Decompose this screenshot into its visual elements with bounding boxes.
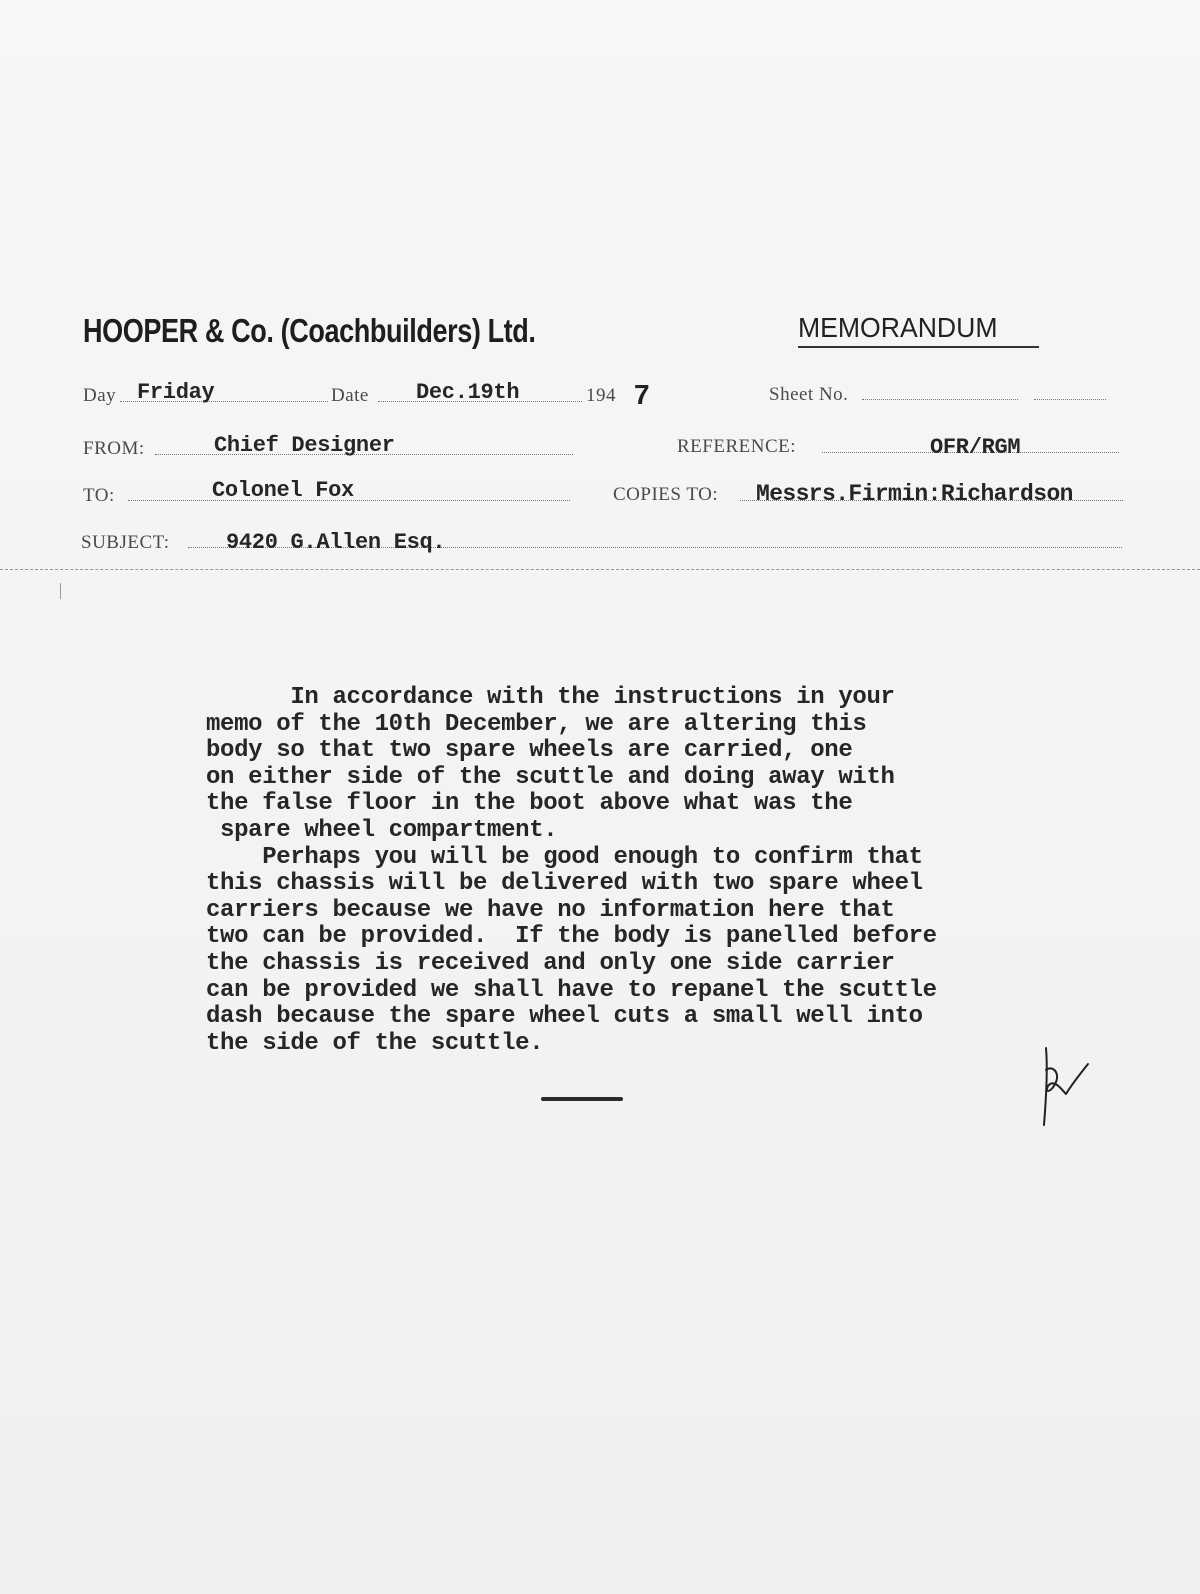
header-divider (0, 569, 1200, 570)
reference-value: OFR/RGM (930, 435, 1021, 460)
company-name: HOOPER & Co. (Coachbuilders) Ltd. (83, 312, 536, 349)
initials-signature (1038, 1040, 1098, 1130)
body-line: can be provided we shall have to repanel the scuttle (206, 976, 937, 1004)
date-label: Date (331, 385, 369, 406)
from-label: FROM: (83, 438, 145, 459)
day-value: Friday (137, 380, 215, 405)
body-line: In accordance with the instructions in your (206, 684, 895, 711)
to-value: Colonel Fox (212, 478, 354, 503)
subject-label: SUBJECT: (81, 532, 170, 553)
sheet-number-dotted-line (862, 399, 1018, 400)
copies-to-value: Messrs.Firmin:Richardson (756, 481, 1073, 507)
to-label: TO: (83, 485, 115, 506)
body-line: dash because the spare wheel cuts a small well into (206, 1003, 923, 1031)
body-line: this chassis will be delivered with two spare wheel (206, 870, 923, 898)
subject-value: 9420 G.Allen Esq. (226, 530, 446, 555)
body-line: body so that two spare wheels are carried, one (206, 737, 853, 765)
end-rule (541, 1097, 623, 1101)
sheet-number-dotted-line-2 (1034, 399, 1106, 400)
sheet-number-label: Sheet No. (769, 384, 849, 405)
body-line: memo of the 10th December, we are altering this (206, 710, 867, 738)
body-line: on either side of the scuttle and doing away with (206, 763, 895, 791)
memo-title: MEMORANDUM (798, 312, 998, 343)
body-line: the side of the scuttle. (206, 1029, 544, 1057)
from-value: Chief Designer (214, 433, 395, 458)
year-prefix: 194 (586, 385, 616, 406)
body-line: carriers because we have no information here that (206, 896, 895, 924)
margin-mark (60, 583, 61, 599)
reference-label: REFERENCE: (677, 436, 797, 457)
date-value: Dec.19th (416, 380, 520, 405)
day-label: Day (83, 385, 117, 406)
memo-title-underline (798, 346, 1039, 348)
body-line: the false floor in the boot above what was the (206, 790, 853, 818)
memo-body (206, 685, 1066, 1057)
body-line: the chassis is received and only one side carrier (206, 949, 895, 977)
body-line: Perhaps you will be good enough to confirm that (206, 843, 923, 871)
body-line: two can be provided. If the body is panelled before (206, 923, 937, 951)
copies-to-label: COPIES TO: (613, 484, 719, 505)
year-digit: 7 (634, 379, 650, 410)
body-line: spare wheel compartment. (206, 816, 558, 844)
